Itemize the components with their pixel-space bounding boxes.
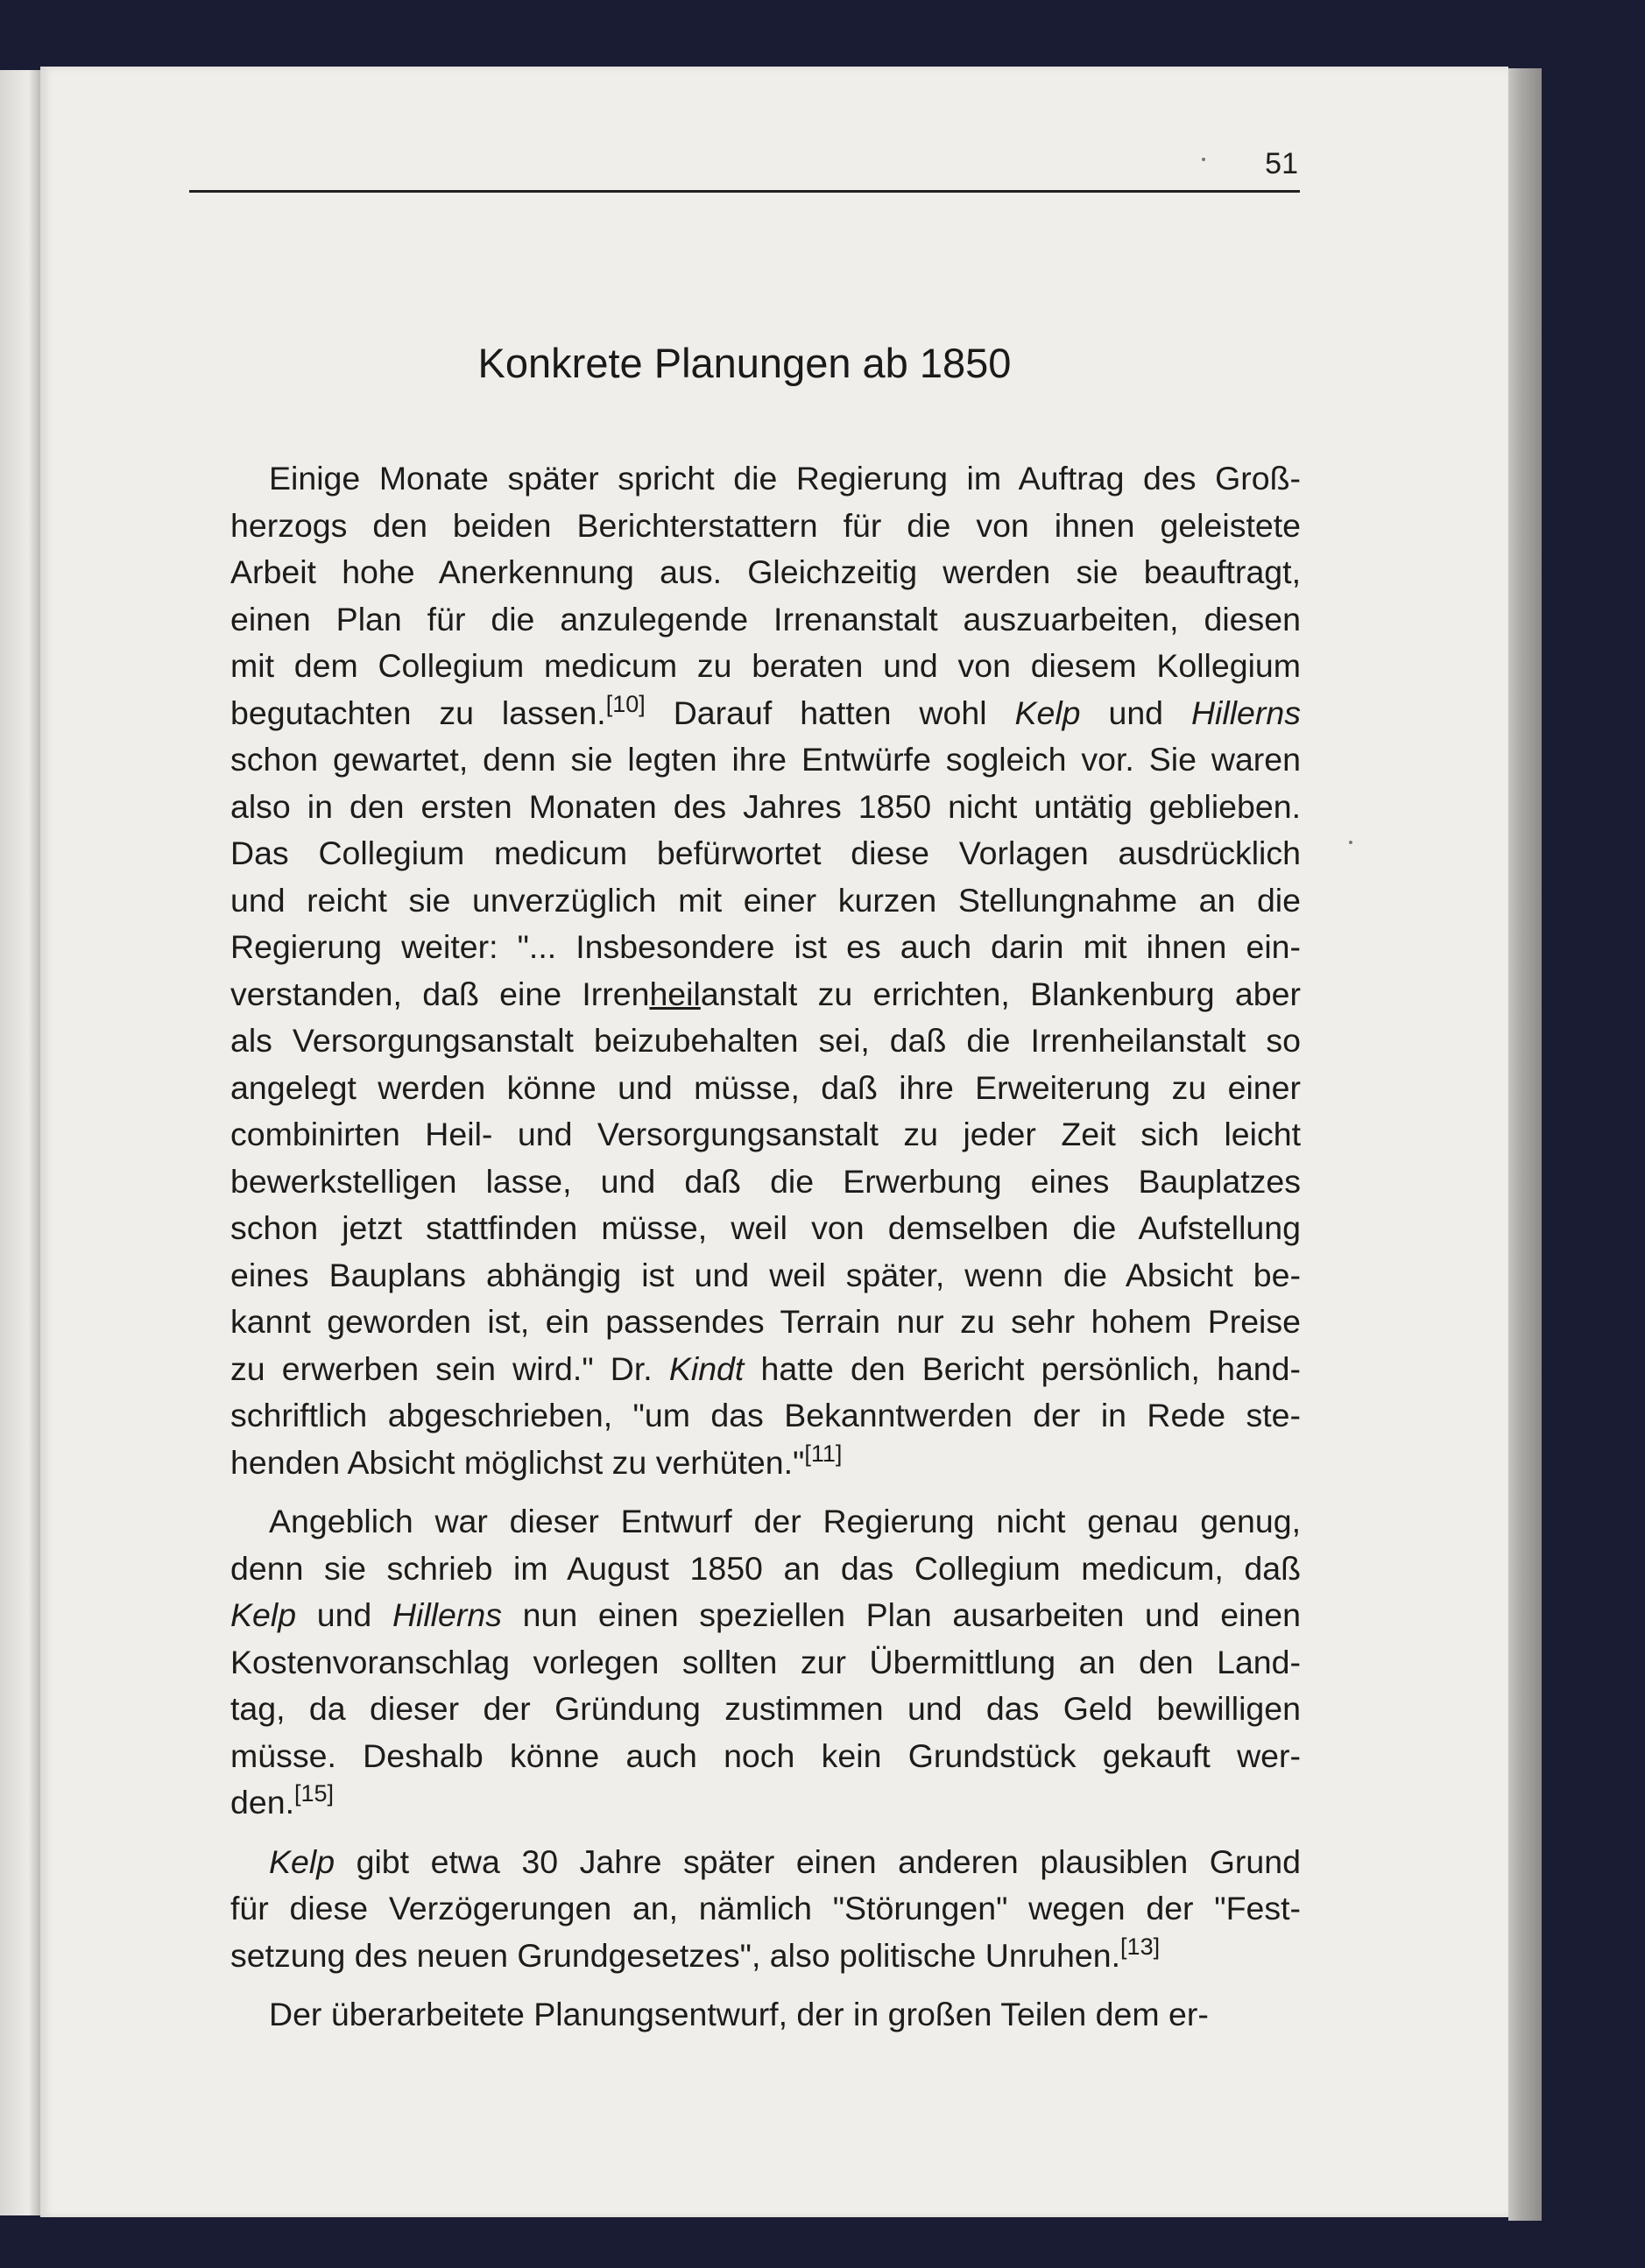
text-segment: nun einen speziellen Plan ausarbeiten und einen: [501, 1596, 1301, 1633]
paragraph: [230, 1839, 1301, 1980]
text-segment: Der überarbeitete Planungsentwurf, der in großen Teilen dem er-: [269, 1996, 1209, 2032]
page-number: 51: [1265, 147, 1298, 180]
text-segment: mit dem Collegium medicum zu beraten und von diesem Kollegium: [230, 647, 1301, 684]
text-segment: Darauf hatten wohl: [645, 694, 1015, 731]
underlined-text: heil: [649, 975, 701, 1012]
text-segment: und: [1080, 694, 1191, 731]
paragraph-gap: [230, 1486, 1301, 1498]
text-line: [230, 1440, 1301, 1487]
paragraph: [230, 455, 1301, 1486]
text-line: [230, 1592, 1301, 1639]
text-line: [230, 1065, 1301, 1112]
text-line: [230, 1299, 1301, 1346]
text-line: [230, 690, 1301, 737]
footnote-ref: [15]: [294, 1780, 335, 1807]
text-line: [230, 1991, 1301, 2039]
text-line: [230, 1252, 1301, 1300]
paragraph-gap: [230, 1979, 1301, 1991]
paragraph-gap: [230, 1827, 1301, 1839]
italic-name: Kelp: [269, 1842, 335, 1880]
text-line: [230, 924, 1301, 971]
text-segment: denn sie schrieb im August 1850 an das Collegium medicum, daß: [230, 1549, 1301, 1587]
text-segment: tag, da dieser der Gründung zustimmen und das Geld bewilligen: [230, 1690, 1301, 1727]
text-segment: müsse. Deshalb könne auch noch kein Grundstück gekauft wer-: [230, 1736, 1301, 1774]
text-line: [230, 830, 1301, 877]
text-line: [230, 596, 1301, 644]
text-line: [230, 784, 1301, 831]
text-segment: also in den ersten Monaten des Jahres 1850 nicht untätig geblieben.: [230, 787, 1301, 825]
text-line: [230, 503, 1301, 550]
text-line: [230, 455, 1301, 503]
text-line: [230, 1346, 1301, 1393]
text-line: [230, 1839, 1301, 1886]
text-line: [230, 1111, 1301, 1159]
text-segment: begutachten zu lassen.: [230, 694, 606, 731]
dust-speck: [1349, 841, 1352, 844]
text-segment: Angeblich war dieser Entwurf der Regierung nicht genau genug,: [269, 1503, 1301, 1539]
text-segment: angelegt werden könne und müsse, daß ihre Erweiterung zu einer: [230, 1068, 1301, 1106]
text-segment: herzogs den beiden Berichterstattern für die von ihnen geleistete: [230, 506, 1301, 544]
text-segment: Kostenvoranschlag vorlegen sollten zur Übermittlung an den Land-: [230, 1643, 1301, 1680]
text-segment: und: [296, 1596, 392, 1633]
text-line: [230, 736, 1301, 784]
italic-name: Hillerns: [1190, 694, 1301, 731]
text-segment: Das Collegium medicum befürwortet diese Vorlagen ausdrücklich: [230, 835, 1301, 871]
text-segment: einen Plan für die anzulegende Irrenanstalt auszuarbeiten, diesen: [230, 600, 1301, 637]
text-segment: verstanden, daß eine Irren: [230, 975, 650, 1012]
footnote-ref: [11]: [804, 1440, 843, 1467]
text-segment: Arbeit hohe Anerkennung aus. Gleichzeitig werden sie beauftragt,: [230, 553, 1301, 590]
text-segment: schon gewartet, denn sie legten ihre Entwürfe sogleich vor. Sie waren: [230, 741, 1301, 778]
body-text: [230, 455, 1301, 2039]
text-line: [230, 549, 1301, 596]
chapter-title: Konkrete Planungen ab 1850: [477, 340, 1012, 387]
text-segment: kannt geworden ist, ein passendes Terrain nur zu sehr hohem Preise: [230, 1303, 1301, 1340]
italic-name: Kelp: [230, 1596, 297, 1633]
text-line: [230, 1686, 1301, 1733]
previous-page-edge: [0, 70, 40, 2215]
text-line: [230, 877, 1301, 925]
text-line: [230, 1159, 1301, 1206]
page-stack-edge: [1508, 68, 1542, 2221]
text-segment: combinirten Heil- und Versorgungsanstalt zu jeder Zeit sich leicht: [230, 1116, 1301, 1152]
text-line: [230, 1733, 1301, 1780]
text-line: [230, 1885, 1301, 1933]
text-segment: Regierung weiter: "... Insbesondere ist es auch darin mit ihnen ein-: [230, 928, 1301, 965]
text-segment: setzung des neuen Grundgesetzes", also politische Unruhen.: [230, 1936, 1121, 1974]
text-segment: eines Bauplans abhängig ist und weil später, wenn die Absicht be-: [230, 1256, 1301, 1293]
text-segment: zu erwerben sein wird." Dr.: [230, 1349, 669, 1387]
footnote-ref: [10]: [605, 690, 646, 717]
text-line: [230, 971, 1301, 1018]
italic-name: Kindt: [668, 1349, 745, 1387]
header-rule: [189, 190, 1300, 193]
text-line: [230, 1018, 1301, 1065]
text-segment: Einige Monate später spricht die Regierung im Auftrag des Groß-: [269, 460, 1301, 497]
text-segment: für diese Verzögerungen an, nämlich "Störungen" wegen der "Fest-: [230, 1890, 1301, 1926]
text-segment: bewerkstelligen lasse, und daß die Erwerbung eines Bauplatzes: [230, 1162, 1301, 1200]
italic-name: Kelp: [1014, 694, 1081, 731]
text-segment: henden Absicht möglichst zu verhüten.": [230, 1443, 805, 1481]
text-segment: und reicht sie unverzüglich mit einer kurzen Stellungnahme an die: [230, 881, 1301, 919]
text-segment: anstalt zu errichten, Blankenburg aber: [700, 975, 1301, 1012]
text-line: [230, 1205, 1301, 1252]
text-segment: hatte den Bericht persönlich, hand-: [744, 1349, 1301, 1387]
text-segment: schon jetzt stattfinden müsse, weil von demselben die Aufstellung: [230, 1209, 1301, 1246]
text-segment: schriftlich abgeschrieben, "um das Bekanntwerden der in Rede ste-: [230, 1397, 1301, 1433]
footnote-ref: [13]: [1120, 1933, 1161, 1960]
text-line: [230, 1639, 1301, 1687]
italic-name: Hillerns: [392, 1596, 502, 1633]
paragraph: [230, 1991, 1301, 2039]
paragraph: [230, 1498, 1301, 1827]
text-segment: als Versorgungsanstalt beizubehalten sei, daß die Irrenheilanstalt so: [230, 1022, 1301, 1059]
text-segment: gibt etwa 30 Jahre später einen anderen plausiblen Grund: [335, 1842, 1301, 1880]
text-line: [230, 1498, 1301, 1546]
text-line: [230, 1779, 1301, 1827]
text-segment: den.: [230, 1784, 294, 1821]
text-line: [230, 643, 1301, 690]
dust-speck: [1202, 158, 1205, 161]
text-line: [230, 1933, 1301, 1980]
text-line: [230, 1546, 1301, 1593]
text-line: [230, 1392, 1301, 1440]
